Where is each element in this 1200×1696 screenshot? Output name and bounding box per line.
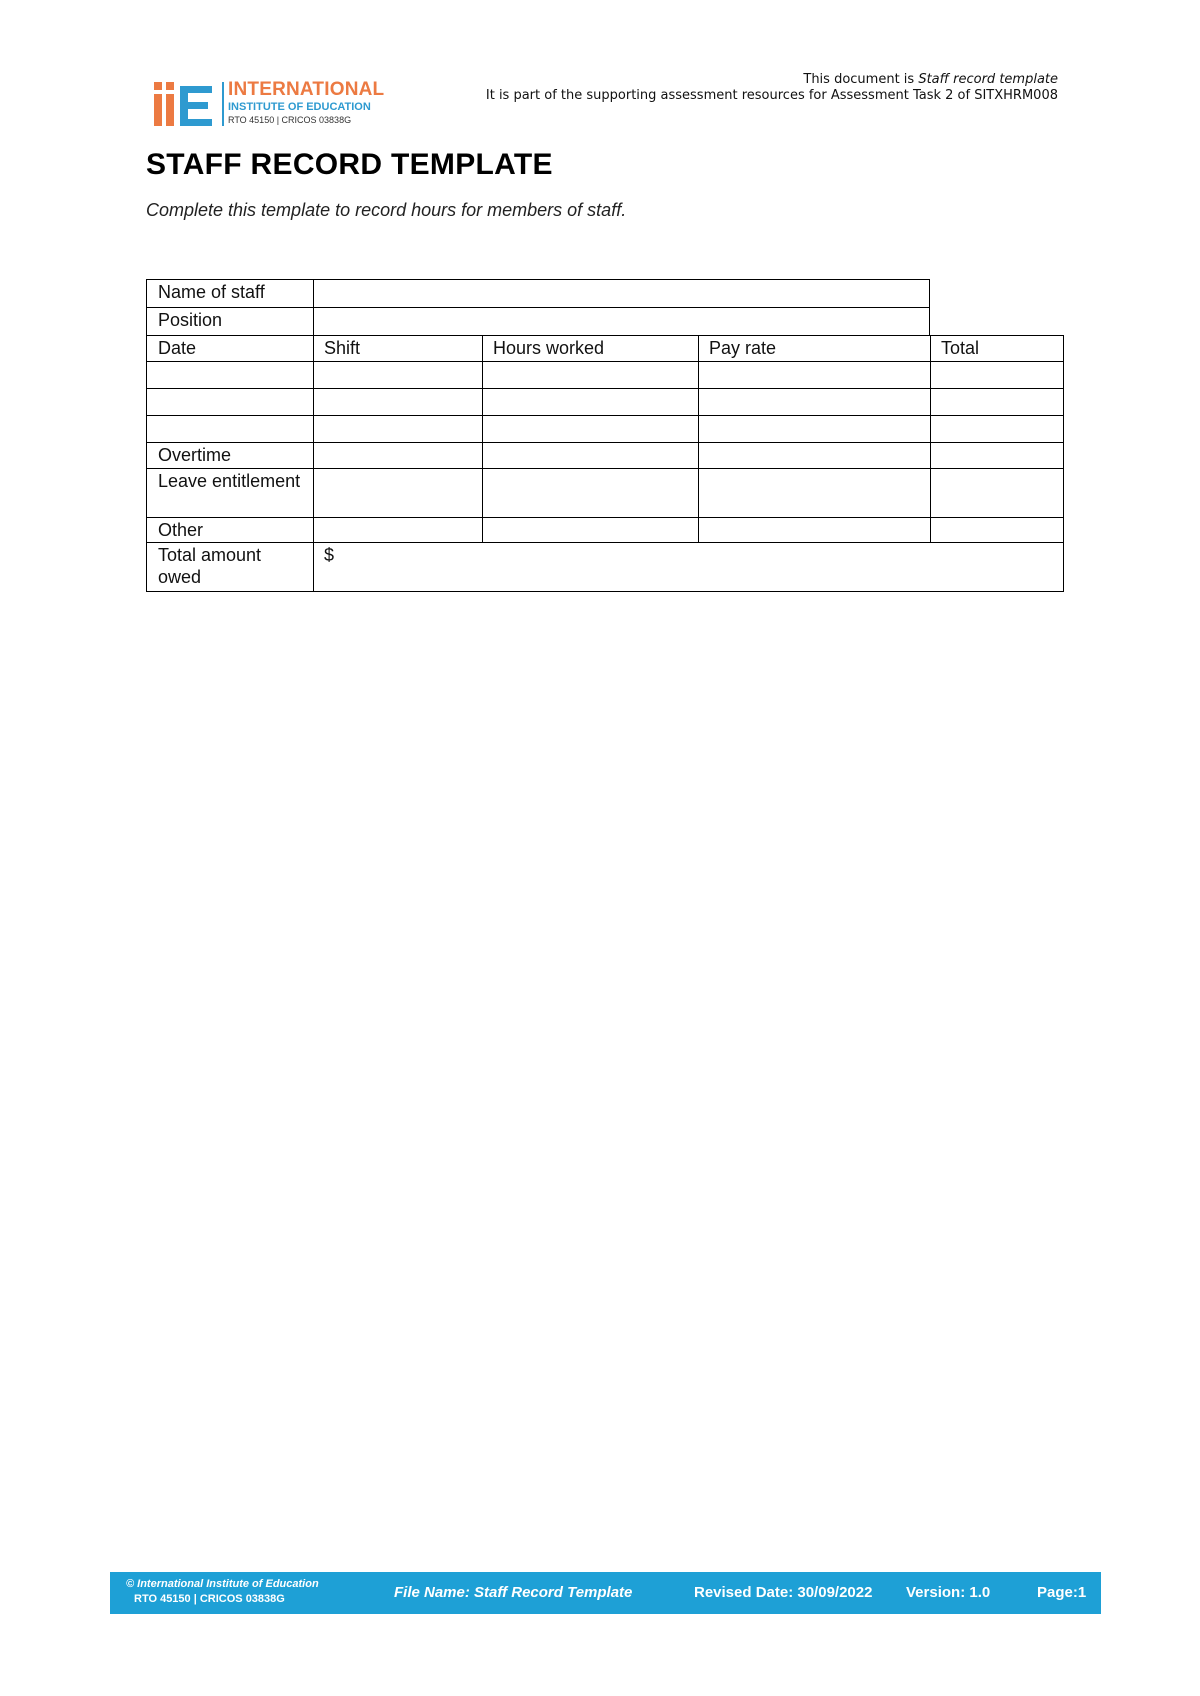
- overtime-label: Overtime: [146, 442, 314, 469]
- institute-logo: [154, 80, 394, 130]
- column-header-shift: Shift: [313, 335, 483, 362]
- shift-cell[interactable]: [313, 415, 483, 443]
- page-title: STAFF RECORD TEMPLATE: [146, 148, 553, 181]
- header-note-prefix: This document is: [803, 72, 919, 87]
- logo-divider: [222, 82, 224, 126]
- other-total-cell[interactable]: [930, 517, 1064, 543]
- other-pay-rate-cell[interactable]: [698, 517, 931, 543]
- header-note-line1: [486, 72, 1058, 88]
- footer-copyright: © International Institute of Education: [126, 1578, 319, 1590]
- overtime-total-cell[interactable]: [930, 442, 1064, 469]
- header-note-doc-name: Staff record template: [918, 72, 1058, 87]
- overtime-shift-cell[interactable]: [313, 442, 483, 469]
- overtime-pay-rate-cell[interactable]: [698, 442, 931, 469]
- overtime-hours-cell[interactable]: [482, 442, 699, 469]
- date-cell[interactable]: [146, 415, 314, 443]
- total-cell[interactable]: [930, 361, 1064, 389]
- hours-worked-cell[interactable]: [482, 361, 699, 389]
- pay-rate-cell[interactable]: [698, 361, 931, 389]
- shift-cell[interactable]: [313, 361, 483, 389]
- leave-entitlement-label: Leave entitlement: [146, 468, 314, 518]
- leave-shift-cell[interactable]: [313, 468, 483, 518]
- column-header-date: Date: [146, 335, 314, 362]
- column-header-total: Total: [930, 335, 1064, 362]
- footer-page-number: Page:1: [1037, 1584, 1087, 1601]
- header-note-line2: It is part of the supporting assessment resources for Assessment Task 2 of SITXHRM008: [485, 88, 1058, 103]
- footer-file-name: File Name: Staff Record Template: [394, 1584, 633, 1601]
- iie-logo-icon: [154, 82, 220, 128]
- shift-cell[interactable]: [313, 388, 483, 416]
- position-label: Position: [146, 307, 314, 336]
- staff-record-table: [146, 279, 1064, 592]
- total-cell[interactable]: [930, 388, 1064, 416]
- hours-worked-cell[interactable]: [482, 415, 699, 443]
- column-header-hours-worked: Hours worked: [482, 335, 699, 362]
- header-note: [486, 72, 1058, 104]
- other-shift-cell[interactable]: [313, 517, 483, 543]
- pay-rate-cell[interactable]: [698, 415, 931, 443]
- hours-worked-cell[interactable]: [482, 388, 699, 416]
- leave-total-cell[interactable]: [930, 468, 1064, 518]
- total-cell[interactable]: [930, 415, 1064, 443]
- name-of-staff-field[interactable]: [313, 279, 930, 308]
- logo-name: INTERNATIONAL: [228, 79, 385, 100]
- footer-revised-date: Revised Date: 30/09/2022: [694, 1584, 873, 1601]
- footer-rto: RTO 45150 | CRICOS 03838G: [134, 1593, 285, 1605]
- footer-version: Version: 1.0: [906, 1584, 991, 1601]
- logo-registration: RTO 45150 | CRICOS 03838G: [228, 115, 352, 125]
- other-label: Other: [146, 517, 314, 543]
- logo-subtitle: INSTITUTE OF EDUCATION: [228, 101, 371, 113]
- date-cell[interactable]: [146, 361, 314, 389]
- leave-pay-rate-cell[interactable]: [698, 468, 931, 518]
- page-footer: [110, 1572, 1101, 1614]
- total-amount-owed-label: Total amount owed: [146, 542, 314, 592]
- logo-text: [228, 80, 384, 126]
- total-amount-owed-field[interactable]: $: [313, 542, 1064, 592]
- position-field[interactable]: [313, 307, 930, 336]
- leave-hours-cell[interactable]: [482, 468, 699, 518]
- pay-rate-cell[interactable]: [698, 388, 931, 416]
- page-subtitle: Complete this template to record hours for members of staff.: [146, 200, 627, 220]
- column-header-pay-rate: Pay rate: [698, 335, 931, 362]
- name-of-staff-label: Name of staff: [146, 279, 314, 308]
- other-hours-cell[interactable]: [482, 517, 699, 543]
- date-cell[interactable]: [146, 388, 314, 416]
